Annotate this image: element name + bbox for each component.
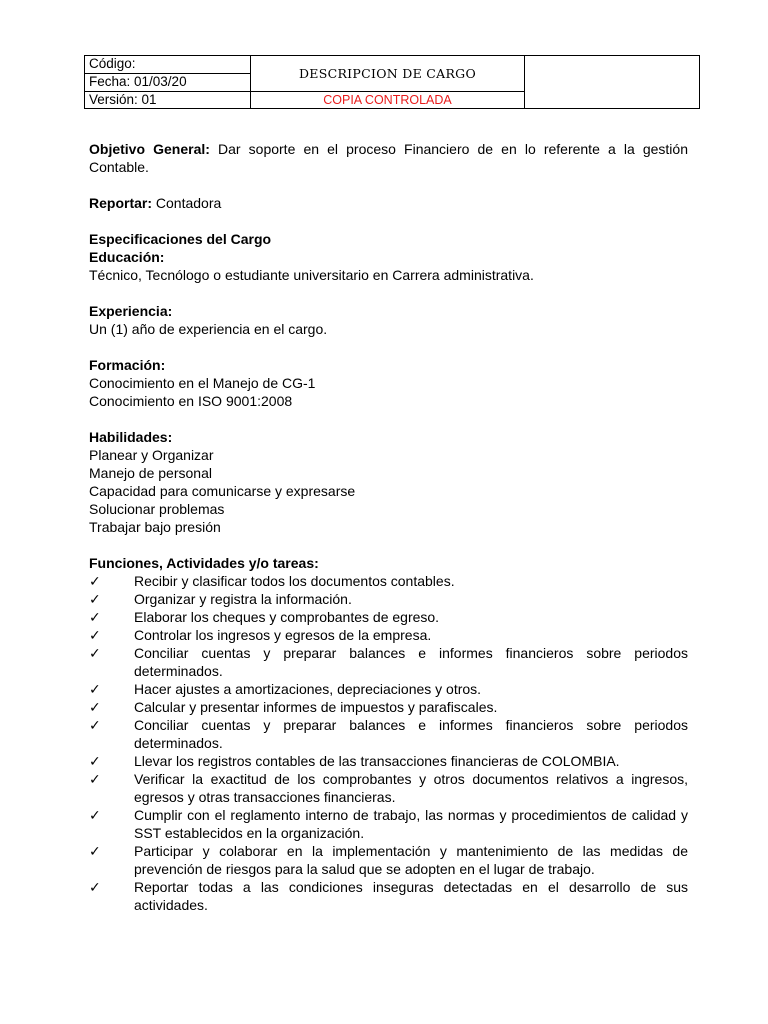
task-text: Hacer ajustes a amortizaciones, depreciaciones y otros. bbox=[134, 681, 482, 697]
formacion-item: Conocimiento en ISO 9001:2008 bbox=[89, 393, 293, 409]
checkmark-icon: ✓ bbox=[89, 717, 101, 733]
experiencia-text: Un (1) año de experiencia en el cargo. bbox=[89, 321, 328, 337]
document-title: DESCRIPCION DE CARGO bbox=[251, 56, 525, 92]
list-item bbox=[89, 752, 688, 770]
checkmark-icon: ✓ bbox=[89, 627, 101, 643]
task-text: Participar y colaborar en la implementación y mantenimiento de las medidas de prevención de riesgos para la salud que se adopten en el lugar de trabajo. bbox=[134, 843, 688, 877]
checkmark-icon: ✓ bbox=[89, 843, 101, 859]
list-item bbox=[89, 842, 688, 878]
list-item bbox=[89, 572, 688, 590]
checkmark-icon: ✓ bbox=[89, 681, 101, 697]
habilidad-item: Planear y Organizar bbox=[89, 447, 214, 463]
task-text: Elaborar los cheques y comprobantes de egreso. bbox=[134, 609, 440, 625]
habilidad-item: Trabajar bajo presión bbox=[89, 519, 221, 535]
task-text: Controlar los ingresos y egresos de la empresa. bbox=[134, 627, 432, 643]
habilidades-label: Habilidades: bbox=[89, 429, 173, 445]
checkmark-icon: ✓ bbox=[89, 771, 101, 787]
task-text: Llevar los registros contables de las transacciones financieras de COLOMBIA. bbox=[134, 753, 620, 769]
task-text: Organizar y registra la información. bbox=[134, 591, 352, 607]
list-item bbox=[89, 590, 688, 608]
reportar-label: Reportar: bbox=[89, 195, 153, 211]
especificaciones-heading: Especificaciones del Cargo bbox=[89, 231, 272, 247]
formacion-label: Formación: bbox=[89, 357, 166, 373]
list-item bbox=[89, 644, 688, 680]
list-item bbox=[89, 608, 688, 626]
formacion-item: Conocimiento en el Manejo de CG-1 bbox=[89, 375, 316, 391]
funciones-label: Funciones, Actividades y/o tareas: bbox=[89, 555, 319, 571]
habilidad-item: Solucionar problemas bbox=[89, 501, 225, 517]
list-item bbox=[89, 626, 688, 644]
objetivo-label: Objetivo General: bbox=[89, 141, 210, 157]
list-item bbox=[89, 680, 688, 698]
list-item bbox=[89, 770, 688, 806]
document-header-table bbox=[84, 55, 700, 109]
task-text: Verificar la exactitud de los comprobantes y otros documentos relativos a ingresos, egresos y otras transacciones financieras. bbox=[134, 771, 688, 805]
controlled-copy-label: COPIA CONTROLADA bbox=[251, 92, 525, 108]
codigo-cell: Código: bbox=[85, 56, 251, 74]
task-text: Conciliar cuentas y preparar balances e informes financieros sobre periodos determinados. bbox=[134, 645, 688, 679]
fecha-cell: Fecha: 01/03/20 bbox=[85, 74, 251, 92]
educacion-label: Educación: bbox=[89, 249, 165, 265]
logo-cell-empty bbox=[525, 56, 699, 108]
task-text: Reportar todas a las condiciones inseguras detectadas en el desarrollo de sus actividades. bbox=[134, 879, 688, 913]
document-body bbox=[89, 140, 688, 914]
list-item bbox=[89, 716, 688, 752]
list-item bbox=[89, 806, 688, 842]
educacion-text: Técnico, Tecnólogo o estudiante universitario en Carrera administrativa. bbox=[89, 267, 534, 283]
task-text: Recibir y clasificar todos los documentos contables. bbox=[134, 573, 455, 589]
reportar-text: Contadora bbox=[152, 195, 222, 211]
checkmark-icon: ✓ bbox=[89, 573, 101, 589]
checkmark-icon: ✓ bbox=[89, 807, 101, 823]
experiencia-label: Experiencia: bbox=[89, 303, 173, 319]
objetivo-text: Dar soporte en el proceso Financiero de en lo referente a la gestión Contable. bbox=[89, 141, 688, 175]
task-text: Conciliar cuentas y preparar balances e informes financieros sobre periodos determinados. bbox=[134, 717, 688, 751]
checkmark-icon: ✓ bbox=[89, 753, 101, 769]
habilidad-item: Manejo de personal bbox=[89, 465, 212, 481]
version-cell: Versión: 01 bbox=[85, 92, 251, 108]
task-text: Cumplir con el reglamento interno de trabajo, las normas y procedimientos de calidad y SST establecidos en la organización. bbox=[134, 807, 688, 841]
habilidad-item: Capacidad para comunicarse y expresarse bbox=[89, 483, 356, 499]
checkmark-icon: ✓ bbox=[89, 879, 101, 895]
checkmark-icon: ✓ bbox=[89, 591, 101, 607]
checkmark-icon: ✓ bbox=[89, 699, 101, 715]
checkmark-icon: ✓ bbox=[89, 609, 101, 625]
funciones-list bbox=[89, 572, 688, 914]
task-text: Calcular y presentar informes de impuestos y parafiscales. bbox=[134, 699, 498, 715]
checkmark-icon: ✓ bbox=[89, 645, 101, 661]
reportar bbox=[89, 194, 688, 212]
list-item bbox=[89, 698, 688, 716]
list-item bbox=[89, 878, 688, 914]
objetivo-general bbox=[89, 140, 688, 176]
